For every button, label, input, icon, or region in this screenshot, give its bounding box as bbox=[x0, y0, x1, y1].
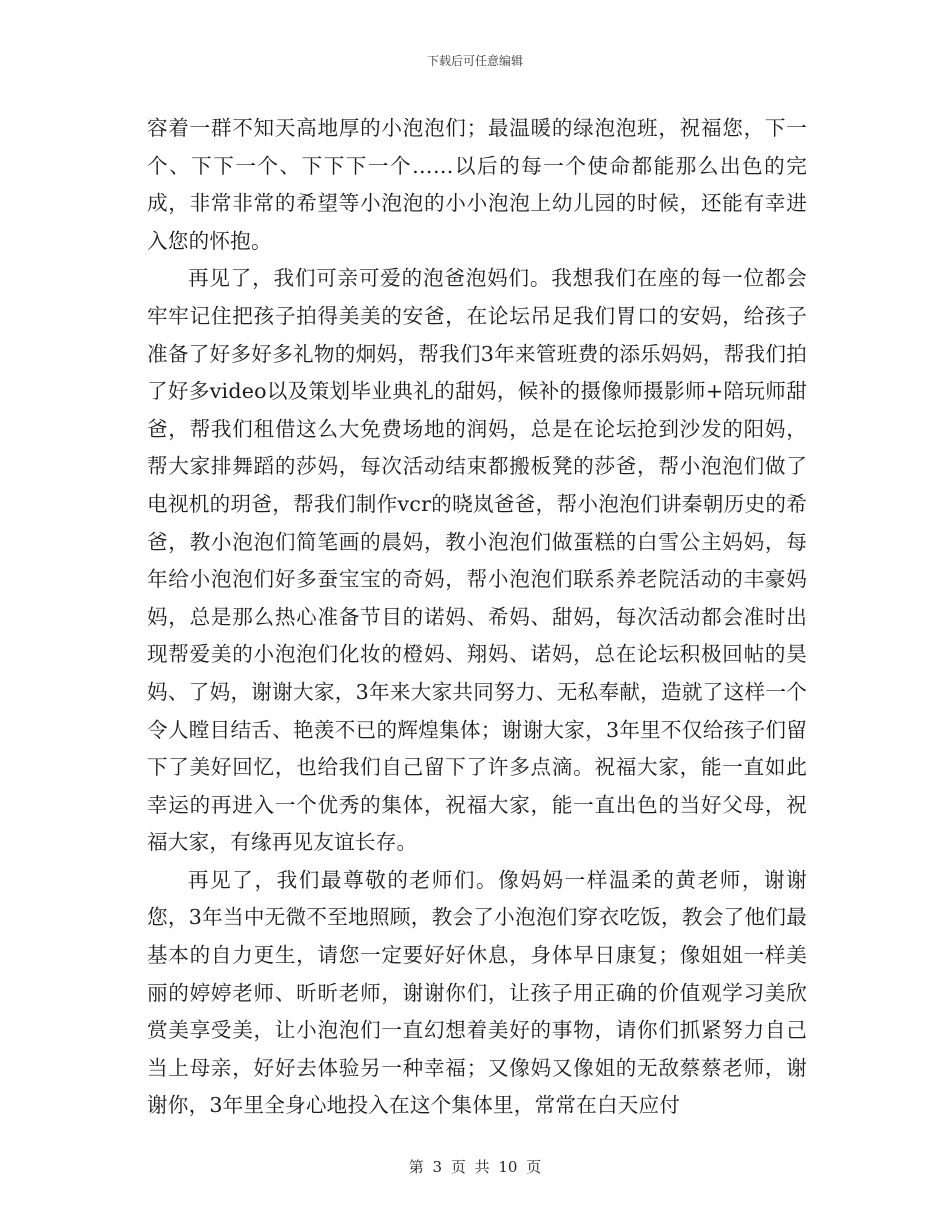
page-footer: 第 3 页 共 10 页 bbox=[408, 1158, 542, 1176]
page-header: 下载后可任意编辑 bbox=[426, 54, 523, 68]
paragraph-continuation: 容着一群不知天高地厚的小泡泡们；最温暖的绿泡泡班，祝福您，下一个、下下一个、下下下一个……以后的每一个使命都能那么出色的完成，非常非常的希望等小泡泡的小小泡泡上幼儿园的时候，还能有幸进入您的怀抱。 bbox=[147, 116, 807, 253]
paragraph-teachers: 再见了，我们最尊敬的老师们。像妈妈一样温柔的黄老师，谢谢您，3年当中无微不至地照顾，教会了小泡泡们穿衣吃饭，教会了他们最基本的自力更生，请您一定要好好休息，身体早日康复；像姐姐一样美丽的婷婷老师、昕昕老师，谢谢你们，让孩子用正确的价值观学习美欣赏美享受美，让小泡泡们一直幻想着美好的事物，请你们抓紧努力自己当上母亲，好好去体验另一种幸福；又像妈又像姐的无敌蔡蔡老师，谢谢你，3年里全身心地投入在这个集体里，常常在白天应付 bbox=[147, 867, 807, 1118]
paragraph-parents: 再见了，我们可亲可爱的泡爸泡妈们。我想我们在座的每一位都会牢牢记住把孩子拍得美美的安爸，在论坛吊足我们胃口的安妈，给孩子准备了好多好多礼物的炯妈，帮我们3年来管班费的添乐妈妈，帮我们拍了好多video以及策划毕业典礼的甜妈，候补的摄像师摄影师+陪玩师甜爸，帮我们租借这么大免费场地的润妈，总是在论坛抢到沙发的阳妈，帮大家排舞蹈的莎妈，每次活动结束都搬板凳的莎爸，帮小泡泡们做了电视机的玥爸，帮我们制作vcr的晓岚爸爸，帮小泡泡们讲秦朝历史的希爸，教小泡泡们简笔画的晨妈，教小泡泡们做蛋糕的白雪公主妈妈，每年给小泡泡们好多蚕宝宝的奇妈，帮小泡泡们联系养老院活动的丰豪妈妈，总是那么热心准备节目的诺妈、希妈、甜妈，每次活动都会准时出现帮爱美的小泡泡们化妆的橙妈、翔妈、诺妈，总在论坛积极回帖的昊妈、了妈，谢谢大家，3年来大家共同努力、无私奉献，造就了这样一个令人瞠目结舌、艳羡不已的辉煌集体；谢谢大家，3年里不仅给孩子们留下了美好回忆，也给我们自己留下了许多点滴。祝福大家，能一直如此幸运的再进入一个优秀的集体，祝福大家，能一直出色的当好父母，祝福大家，有缘再见友谊长存。 bbox=[147, 266, 807, 855]
document-body bbox=[147, 110, 807, 1125]
